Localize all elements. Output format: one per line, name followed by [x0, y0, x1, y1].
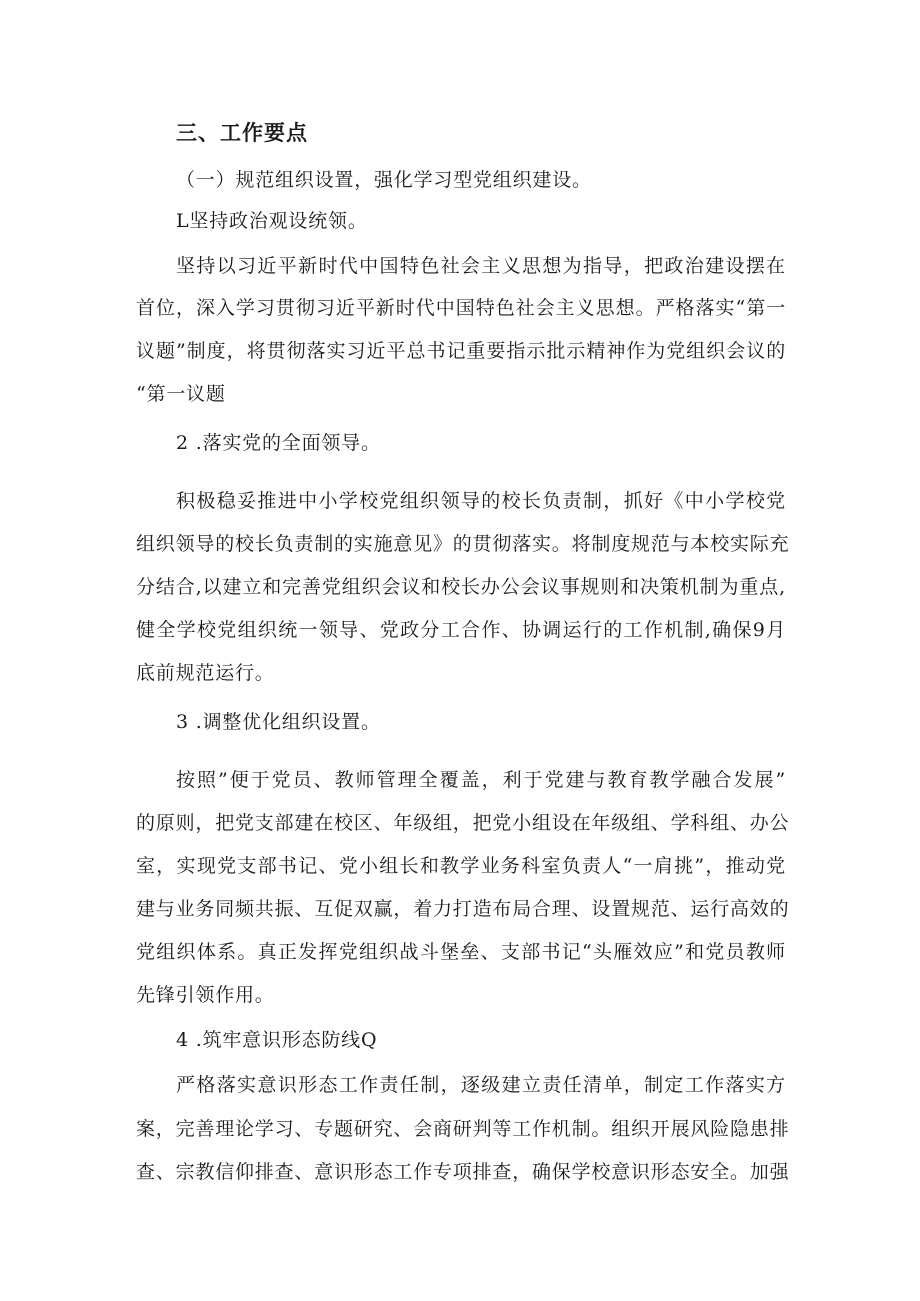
item-2-line-1: 积极稳妥推进中小学校党组织领导的校长负责制，抓好《中小学校党 [176, 490, 786, 512]
item-2-line-3: 分结合,以建立和完善党组织会议和校长办公会议事规则和决策机制为重点, [136, 576, 786, 598]
item-3-line-6: 先锋引领作用。 [136, 984, 275, 1006]
item-3-line-3: 室，实现党支部书记、党小组长和教学业务科室负责人“一肩挑”，推动党 [136, 855, 786, 877]
item-1-line-2: 首位，深入学习贯彻习近平新时代中国特色社会主义思想。严格落实“第一 [136, 297, 786, 319]
subsection-heading: （一）规范组织设置，强化学习型党组织建设。 [176, 169, 592, 191]
item-1-line-1: 坚持以习近平新时代中国特色社会主义思想为指导，把政治建设摆在 [176, 255, 786, 277]
item-4-line-3: 查、宗教信仰排查、意识形态工作专项排查，确保学校意识形态安全。加强 [136, 1161, 790, 1183]
item-3-line-1: 按照”便于党员、教师管理全覆盖，利于党建与教育教学融合发展” [176, 769, 786, 791]
item-2-title: 2 .落实党的全面领导。 [176, 432, 381, 454]
item-2-line-2: 组织领导的校长负责制的实施意见》的贯彻落实。将制度规范与本校实际充 [136, 533, 790, 555]
item-4-line-1: 严格落实意识形态工作责任制，逐级建立责任清单，制定工作落实方 [176, 1074, 786, 1096]
item-3-line-5: 党组织体系。真正发挥党组织战斗堡垒、支部书记“头雁效应”和党员教师 [136, 941, 786, 963]
section-title: 三、工作要点 [176, 121, 308, 145]
item-3-title: 3 .调整优化组织设置。 [176, 711, 381, 733]
item-3-line-2: 的原则，把党支部建在校区、年级组，把党小组设在年级组、学科组、办公 [136, 812, 790, 834]
item-2-line-5: 底前规范运行。 [136, 662, 275, 684]
item-3-line-4: 建与业务同频共振、互促双赢，着力打造布局合理、设置规范、运行高效的 [136, 898, 790, 920]
item-1-title: L坚持政治观设统领。 [176, 210, 368, 232]
item-1-line-4: “第一议题 [136, 383, 226, 405]
item-1-line-3: 议题”制度，将贯彻落实习近平总书记重要指示批示精神作为党组织会议的 [136, 340, 786, 362]
item-4-line-2: 案，完善理论学习、专题研究、会商研判等工作机制。组织开展风险隐患排 [136, 1118, 790, 1140]
item-2-line-4: 健全学校党组织统一领导、党政分工合作、协调运行的工作机制,确保9月 [136, 619, 786, 641]
item-4-title: 4 .筑牢意识形态防线Q [176, 1029, 378, 1051]
